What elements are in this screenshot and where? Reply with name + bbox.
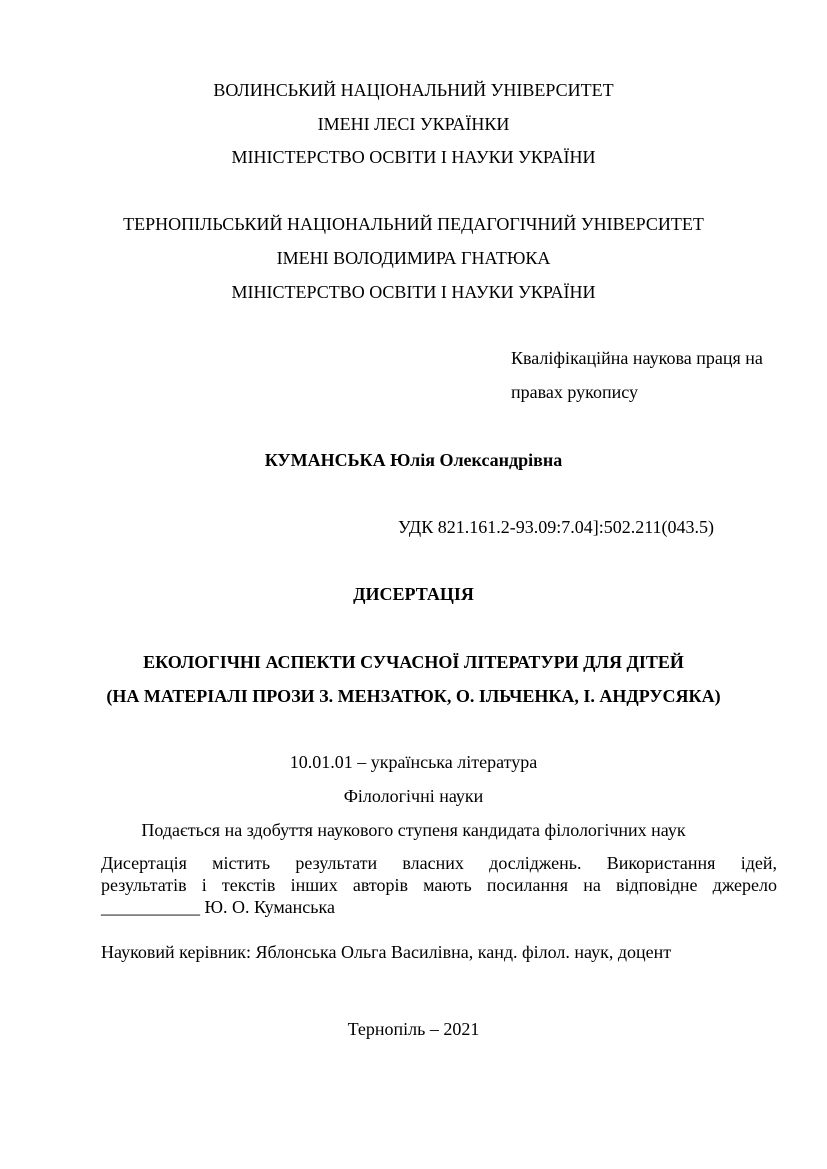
- originality-statement: [101, 852, 777, 918]
- thesis-title-line1: ЕКОЛОГІЧНІ АСПЕКТИ СУЧАСНОЇ ЛІТЕРАТУРИ ДЛЯ ДІТЕЙ: [143, 652, 684, 672]
- manuscript-note-line2: правах рукопису: [511, 382, 638, 402]
- udc-code: УДК 821.161.2-93.09:7.04]:502.211(043.5): [398, 517, 715, 537]
- scientific-supervisor: Науковий керівник: Яблонська Ольга Василівна, канд. філол. наук, доцент: [101, 942, 672, 962]
- document-type: ДИСЕРТАЦІЯ: [353, 584, 474, 604]
- university2-ministry: МІНІСТЕРСТВО ОСВІТИ І НАУКИ УКРАЇНИ: [231, 282, 596, 302]
- signature-line: [101, 896, 777, 918]
- signature-name: Ю. О. Куманська: [204, 897, 335, 917]
- thesis-title-line2: (НА МАТЕРІАЛІ ПРОЗИ З. МЕНЗАТЮК, О. ІЛЬЧЕНКА, І. АНДРУСЯКА): [106, 686, 721, 706]
- manuscript-note-line1: Кваліфікаційна наукова праця на: [511, 348, 763, 368]
- originality-line1: Дисертація містить результати власних досліджень. Використання ідей,: [101, 853, 777, 873]
- place-and-year: Тернопіль – 2021: [347, 1019, 480, 1039]
- author-given-names: Юлія Олександрівна: [390, 450, 563, 470]
- specialty: 10.01.01 – українська література: [289, 752, 538, 772]
- originality-line2: результатів і текстів інших авторів мають посилання на відповідне джерело: [101, 875, 777, 895]
- university1-name: ВОЛИНСЬКИЙ НАЦІОНАЛЬНИЙ УНІВЕРСИТЕТ: [213, 80, 614, 100]
- signature-blank: ___________: [101, 897, 200, 917]
- degree-sought: Подається на здобуття наукового ступеня кандидата філологічних наук: [141, 820, 686, 840]
- university2-name: ТЕРНОПІЛЬСЬКИЙ НАЦІОНАЛЬНИЙ ПЕДАГОГІЧНИЙ УНІВЕРСИТЕТ: [123, 214, 704, 234]
- university1-dedication: ІМЕНІ ЛЕСІ УКРАЇНКИ: [317, 114, 510, 134]
- university2-dedication: ІМЕНІ ВОЛОДИМИРА ГНАТЮКА: [276, 248, 551, 268]
- field-of-science: Філологічні науки: [343, 786, 484, 806]
- author-name: [0, 449, 827, 471]
- author-surname: КУМАНСЬКА: [264, 450, 386, 470]
- university1-ministry: МІНІСТЕРСТВО ОСВІТИ І НАУКИ УКРАЇНИ: [231, 147, 596, 167]
